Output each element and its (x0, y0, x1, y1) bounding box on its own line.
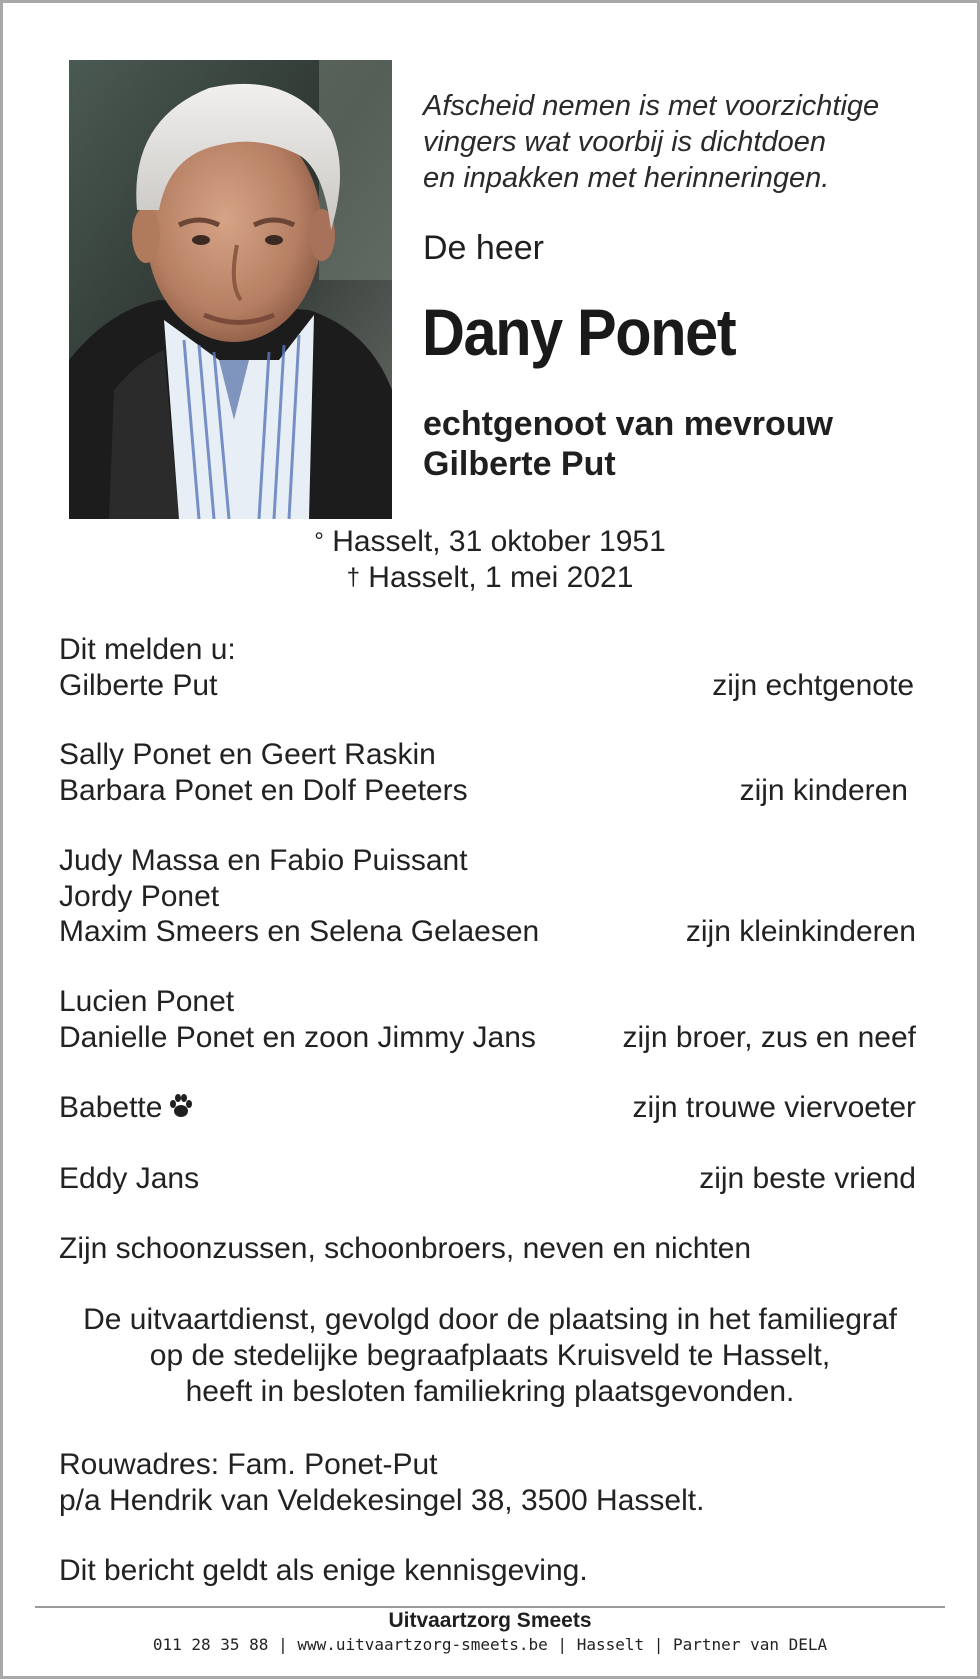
birth-date (0, 524, 980, 560)
list-item (59, 1161, 916, 1197)
service-line: heeft in besloten familiekring plaatsgevonden. (185, 1375, 795, 1408)
family-name: Judy Massa en Fabio Puissant (59, 844, 468, 877)
list-item (59, 668, 916, 704)
family-name: Jordy Ponet (59, 880, 220, 913)
family-name: Gilberte Put (59, 669, 218, 702)
quote-line: en inpakken met herinneringen. (423, 162, 830, 194)
family-relation: zijn broer, zus en neef (622, 1021, 916, 1054)
quote-line: vingers wat voorbij is dichtdoen (423, 126, 826, 158)
death-text: Hasselt, 1 mei 2021 (368, 561, 634, 594)
list-item (59, 914, 916, 950)
notice-text: Dit bericht geldt als enige kennisgeving. (59, 1554, 588, 1587)
footer-divider (35, 1606, 945, 1608)
service-line: De uitvaartdienst, gevolgd door de plaatsing in het familiegraf (83, 1303, 897, 1336)
cross-icon: † (346, 564, 360, 591)
spouse-name: Gilberte Put (423, 445, 616, 483)
family-name: Lucien Ponet (59, 985, 235, 1018)
paw-icon (168, 1092, 194, 1128)
list-item (59, 1231, 916, 1267)
portrait-photo (69, 60, 392, 519)
list-item (59, 1020, 916, 1056)
list-item (59, 1090, 916, 1126)
family-relation: zijn kinderen (739, 774, 908, 807)
family-name: Eddy Jans (59, 1162, 200, 1195)
footer-title: Uitvaartzorg Smeets (388, 1609, 592, 1632)
address-text: p/a Hendrik van Veldekesingel 38, 3500 Hasselt. (59, 1484, 705, 1517)
family-name (59, 1090, 194, 1128)
footer-info: 011 28 35 88 | www.uitvaartzorg-smeets.be | Hasselt | Partner van DELA (152, 1635, 828, 1654)
announced-by: Dit melden u: (59, 633, 236, 666)
address-text: Rouwadres: Fam. Ponet-Put (59, 1448, 438, 1481)
family-name: Danielle Ponet en zoon Jimmy Jans (59, 1021, 536, 1054)
spouse-relation: echtgenoot van mevrouw (423, 405, 833, 443)
list-item (59, 879, 916, 915)
death-date (0, 560, 980, 596)
list-item (59, 984, 916, 1020)
quote-line: Afscheid nemen is met voorzichtige (423, 90, 880, 122)
service-text (0, 1302, 980, 1410)
family-relation: zijn kleinkinderen (685, 915, 916, 948)
family-name: Sally Ponet en Geert Raskin (59, 738, 436, 771)
birth-symbol: ° (314, 528, 324, 555)
salutation: De heer (423, 229, 544, 267)
address-line (59, 1483, 916, 1519)
spouse-line (423, 404, 833, 484)
family-name: Maxim Smeers en Selena Gelaesen (59, 915, 540, 948)
pet-name: Babette (59, 1091, 163, 1124)
list-item (59, 843, 916, 879)
dates (0, 524, 980, 596)
list-item (59, 632, 916, 668)
list-item (59, 773, 916, 809)
family-relation: zijn beste vriend (699, 1162, 916, 1195)
list-item (59, 737, 916, 773)
birth-text: Hasselt, 31 oktober 1951 (332, 525, 666, 558)
notice (59, 1553, 916, 1589)
service-line: op de stedelijke begraafplaats Kruisveld te Hasselt, (149, 1339, 831, 1372)
family-relation: zijn echtgenote (712, 669, 914, 702)
family-relation: zijn trouwe viervoeter (632, 1091, 916, 1124)
deceased-name: Dany Ponet (422, 295, 736, 369)
address-line (59, 1447, 916, 1483)
in-laws: Zijn schoonzussen, schoonbroers, neven en nichten (59, 1232, 752, 1265)
family-name: Barbara Ponet en Dolf Peeters (59, 774, 468, 807)
quote (423, 88, 963, 196)
